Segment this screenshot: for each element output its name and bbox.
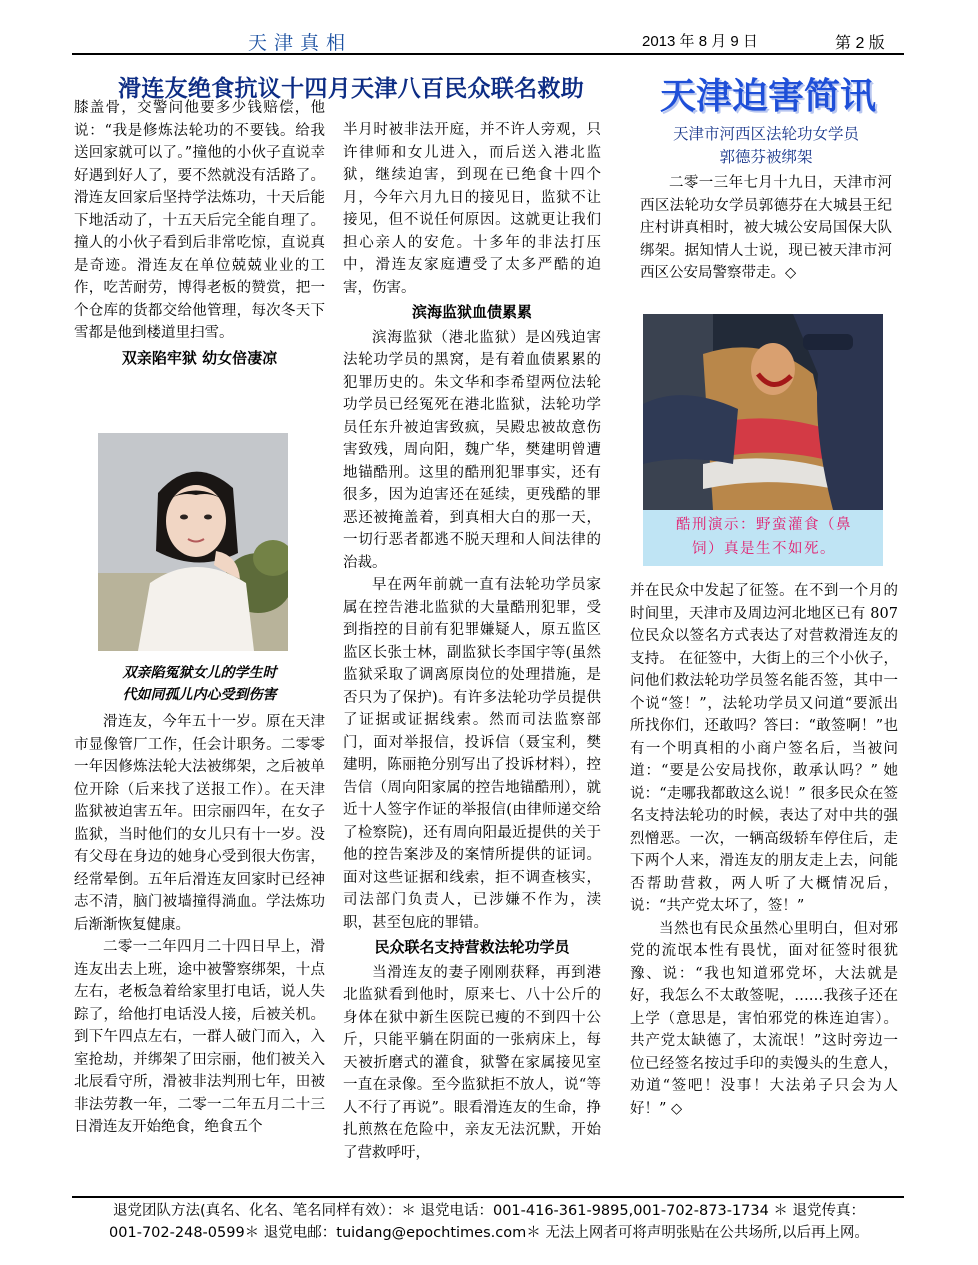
left-column-top <box>74 97 325 372</box>
force-feeding-photo-image <box>643 314 883 510</box>
footer-rule <box>72 1196 904 1198</box>
article-paragraph: 半月时被非法开庭，并不许人旁观，只许律师和女儿进入，而后送入港北监狱，继续迫害，到现在已绝食十四个月，今年六月九日的接见日，监狱不让接见，但不说任何原因。这就更让我们担心亲人的安危。十多年的非法打压中，滑连友家庭遭受了太多严酷的迫害，伤害。 <box>343 122 601 296</box>
newspaper-brand: 天津真相 <box>247 32 352 54</box>
caption-line: 双亲陷冤狱女儿的学生时 <box>122 665 277 681</box>
article-paragraph: 当然也有民众虽然心里明白，但对邪党的流氓本性有畏忧，面对征签时很犹豫、说：“我也知道邪党坏，大法就是好，我怎么不太敢签呢，……我孩子还在上学（意思是，害怕邪党的株连迫害）。共产党太缺德了，太流氓！”这时旁边一位已经签名按过手印的卖馒头的生意人，劝道“签吧！没事！大法弟子只会为人好！” ◇ <box>630 920 898 1117</box>
brief-paragraph: 二零一三年七月十九日，天津市河西区法轮功女学员郭德芬在大城县王纪庄村讲真相时，被大城公安局国保大队绑架。据知情人士说，现已被天津市河西区公安局警察带走。◇ <box>640 175 892 281</box>
daughter-photo-caption <box>74 662 325 706</box>
brief-body <box>640 172 892 285</box>
section-subhead: 双亲陷牢狱 幼女倍凄凉 <box>121 348 278 367</box>
force-feeding-photo-caption <box>650 513 878 561</box>
issue-date: 2013 年 8 月 9 日 <box>642 33 758 50</box>
article-paragraph: 早在两年前就一直有法轮功学员家属在控告港北监狱的大量酷刑犯罪，受到指控的目前有犯罪嫌疑人，原五监区监区长张士林，副监狱长李国宇等(虽然监狱采取了调离原岗位的处理措施，是否只为了保护)。有许多法轮功学员提供了证据或证据线索。然而司法监察部门，面对举报信，投诉信（聂宝利，樊建明，陈丽艳分别写出了投诉材料），控告信（周向阳家属的控告地锚酷刑），就近十人签字作证的举报信(由律师递交给了检察院)，还有周向阳最近提供的关于他的控告案涉及的案情所提供的证词。面对这些证据和线索，拒不调查核实，司法部门负责人，已涉嫌不作为，渎职，甚至包庇的罪错。 <box>343 577 601 931</box>
left-column-bottom <box>74 711 325 1139</box>
article-paragraph: 二零一二年四月二十四日早上，滑连友出去上班，途中被警察绑架，十点左右，老板急着给家里打电话，说人失踪了，给他打电话没人接，后被关机。到下午四点左右，一群人破门而入，入室抢劫，并绑架了田宗丽，他们被关入北辰看守所，滑被非法判刑七年，田被非法劳教一年，二零一二年五月二十三日滑连友开始绝食，绝食五个 <box>74 939 325 1135</box>
article-paragraph: 膝盖骨，交警问他要多少钱赔偿，他说：“我是修炼法轮功的不要钱。给我送回家就可以了。”撞他的小伙子直说幸好遇到好人了，要不然就没有活路了。滑连友回家后坚持学法炼功，十天后能下地活动了，十五天后完全能自理了。撞人的小伙子看到后非常吃惊，直说真是奇迹。滑连友在单位兢兢业业的工作，吃苦耐劳，博得老板的赞赏，把一个仓库的货都交给他管理，每次冬天下雪都是他到楼道里扫雪。 <box>74 100 325 341</box>
force-feeding-photo <box>643 314 883 510</box>
caption-line: 酷刑演示：野蛮灌食（鼻 <box>676 517 852 533</box>
article-paragraph: 滨海监狱（港北监狱）是凶残迫害法轮功学员的黑窝，是有着血债累累的犯罪历史的。朱文华和李希望两位法轮功学员已经冤死在港北监狱，法轮功学员任东升被迫害致疯，吴殿忠被故意伤害致残，周向阳，魏广华，樊建明曾遭地锚酷刑。这里的酷刑犯罪事实，还有很多，因为迫害还在延续，更残酷的罪恶还被掩盖着，到真相大白的那一天，一切行恶者都逃不脱天理和人间法律的治裁。 <box>343 329 601 571</box>
article-paragraph: 滑连友，今年五十一岁。原在天津市显像管厂工作，任会计职务。二零零一年因修炼法轮大法被绑架，之后被单位开除（后来找了送报工作）。在天津监狱被迫害五年。田宗丽四年，在女子监狱，当时他们的女儿只有十一岁。没有父母在身边的她身心受到很大伤害，经常晕倒。五年后滑连友回家时已经神志不清，脑门被墙撞得淌血。学法炼功后渐渐恢复健康。 <box>74 714 325 933</box>
daughter-photo-image <box>98 433 288 651</box>
header-rule <box>72 53 904 55</box>
caption-line: 代如同孤儿内心受到伤害 <box>122 687 277 703</box>
middle-column <box>343 119 601 1164</box>
right-column-continuation <box>630 580 898 1120</box>
main-headline: 滑连友绝食抗议十四月天津八百民众联名救助 <box>118 75 584 102</box>
brief-subtitle-line: 天津市河西区法轮功女学员 <box>672 125 859 143</box>
section-subhead: 民众联名支持营救法轮功学员 <box>374 938 570 956</box>
daughter-photo <box>98 433 288 651</box>
article-paragraph: 当滑连友的妻子刚刚获释，再到港北监狱看到他时，原来七、八十公斤的身体在狱中新生医院已瘦的不到四十公斤，只能平躺在阴面的一张病床上，每天被折磨式的灌食，狱警在家属接见室一直在录像。至今监狱拒不放人，说“等人不行了再说”。眼看滑连友的生命，挣扎煎熬在危险中，亲友无法沉默，开始了营救呼吁， <box>343 964 601 1161</box>
brief-subtitle-line: 郭德芬被绑架 <box>719 148 813 166</box>
article-paragraph: 并在民众中发起了征签。在不到一个月的时间里，天津市及周边河北地区已有 807 位民众以签名方式表达了对营救滑连友的支持。 在征签中，大街上的三个小伙子，问他们救法轮功学员签名能否签，其中一个说“签！”，法轮功学员又问道“要派出所找你们，还敢吗？答曰：“敢签啊！”也有一个明真相的小商户签名后，当被问道：“要是公安局找你，敢承认吗？” 她说：“走哪我都敢这么说！” 很多民众在签名支持法轮功的时候，表达了对中共的强烈憎恶。一次，一辆高级轿车停住后，走下两个人来，滑连友的朋友走上去，问能否帮助营救，两人听了大概情况后，说：“共产党太坏了，签！” <box>630 583 898 914</box>
brief-subtitle <box>640 123 892 169</box>
caption-line: 饲）真是生不如死。 <box>692 541 836 557</box>
footer-line: 001-702-248-0599＊ 退党电邮：tuidang@epochtimes.com＊ 无法上网者可将声明张贴在公共场所,以后再上网。 <box>109 1225 869 1241</box>
section-subhead: 滨海监狱血债累累 <box>411 303 532 321</box>
page-number: 第 2 版 <box>835 35 885 52</box>
footer-line: 退党团队方法(真名、化名、笔名同样有效）：＊ 退党电话：001-416-361-9895,001-702-873-1734 ＊ 退党传真： <box>112 1203 866 1219</box>
brief-section-title: 天津迫害简讯 <box>660 76 877 117</box>
